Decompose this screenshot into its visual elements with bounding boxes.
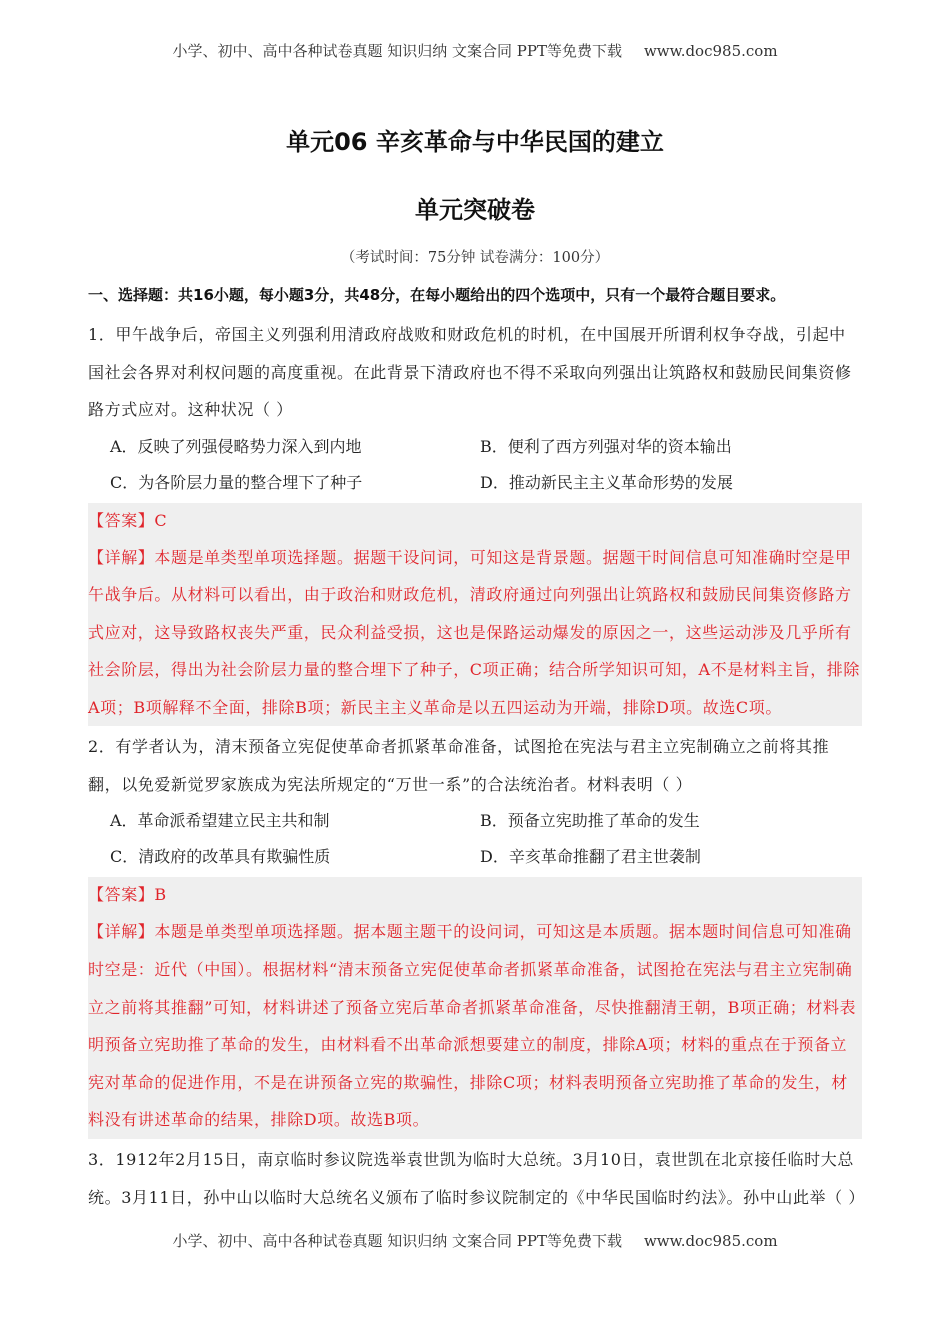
section-title: 一、选择题：共16小题，每小题3分，共48分，在每小题给出的四个选项中，只有一个最符合题目要求。 bbox=[88, 286, 786, 304]
footer-url[interactable]: www.doc985.com bbox=[643, 1232, 778, 1250]
document-title: 单元06 辛亥革命与中华民国的建立 bbox=[286, 128, 664, 156]
option-list bbox=[88, 803, 862, 875]
question-stem: 1．甲午战争后，帝国主义列强利用清政府战败和财政危机的时机，在中国展开所谓利权争夺战，引起中国社会各界对利权问题的高度重视。在此背景下清政府也不得不采取向列强出让筑路权和鼓励民间集资修路方式应对。这种状况（ ） bbox=[88, 325, 852, 419]
option-d: D．辛亥革命推翻了君主世袭制 bbox=[480, 847, 701, 867]
page-header bbox=[0, 40, 950, 61]
answer-value: B bbox=[154, 885, 167, 905]
question-2 bbox=[88, 728, 862, 1139]
explanation-text: 本题是单类型单项选择题。据题干设问词，可知这是背景题。据题干时间信息可知准确时空是甲午战争后。从材料可以看出，由于政治和财政危机，清政府通过向列强出让筑路权和鼓励民间集资修路方式应对，这导致路权丧失严重，民众利益受损，这也是保路运动爆发的原因之一，这些运动涉及几乎所有社会阶层，得出为社会阶层力量的整合埋下了种子，C项正确；结合所学知识可知，A不是材料主旨，排除A项；B项解释不全面，排除B项；新民主主义革命是以五四运动为开端，排除D项。故选C项。 bbox=[88, 547, 860, 717]
answer-block bbox=[88, 503, 862, 727]
option-b: B．便利了西方列强对华的资本输出 bbox=[480, 436, 732, 456]
question-3 bbox=[88, 1141, 866, 1216]
answer-line bbox=[88, 877, 862, 913]
option-d: D．推动新民主主义革命形势的发展 bbox=[480, 472, 733, 492]
option-a: A．革命派希望建立民主共和制 bbox=[110, 811, 330, 831]
page-footer bbox=[0, 1230, 950, 1251]
question-stem: 2．有学者认为，清末预备立宪促使革命者抓紧革命准备，试图抢在宪法与君主立宪制确立之前将其推翻，以免爱新觉罗家族成为宪法所规定的“万世一系”的合法统治者。材料表明（ ） bbox=[88, 737, 830, 794]
question-stem: 3．1912年2月15日，南京临时参议院选举袁世凯为临时大总统。3月10日，袁世凯在北京接任临时大总统。3月11日，孙中山以临时大总统名义颁布了临时参议院制定的《中华民国临时约法》。孙中山此举（ ） bbox=[88, 1150, 866, 1207]
header-banner: 小学、初中、高中各种试卷真题 知识归纳 文案合同 PPT等免费下载 bbox=[172, 42, 622, 60]
answer-block bbox=[88, 877, 862, 1139]
exam-content bbox=[88, 282, 866, 1216]
option-c: C．清政府的改革具有欺骗性质 bbox=[110, 847, 331, 867]
explanation bbox=[88, 539, 862, 727]
option-a: A．反映了列强侵略势力深入到内地 bbox=[110, 436, 362, 456]
detail-label: 【详解】 bbox=[88, 547, 155, 567]
exam-info: （考试时间：75分钟 试卷满分：100分） bbox=[340, 250, 610, 266]
explanation-text: 本题是单类型单项选择题。据本题主题干的设问词，可知这是本质题。据本题时间信息可知准确时空是：近代（中国）。根据材料“清末预备立宪促使革命者抓紧革命准备，试图抢在宪法与君主立宪制确立之前将其推翻”可知，材料讲述了预备立宪后革命者抓紧革命准备，尽快推翻清王朝，B项正确；材料表明预备立宪助推了革命的发生，由材料看不出革命派想要建立的制度，排除A项；材料的重点在于预备立宪对革命的促进作用，不是在讲预备立宪的欺骗性，排除C项；材料表明预备立宪助推了革命的发生，材料没有讲述革命的结果，排除D项。故选B项。 bbox=[88, 922, 857, 1130]
answer-value: C bbox=[154, 510, 168, 530]
header-url[interactable]: www.doc985.com bbox=[643, 42, 778, 60]
explanation bbox=[88, 913, 862, 1139]
detail-label: 【详解】 bbox=[88, 922, 155, 942]
option-c: C．为各阶层力量的整合埋下了种子 bbox=[110, 472, 363, 492]
answer-line bbox=[88, 503, 862, 539]
question-1 bbox=[88, 316, 862, 726]
option-b: B．预备立宪助推了革命的发生 bbox=[480, 811, 700, 831]
answer-label: 【答案】 bbox=[88, 885, 155, 905]
document-subtitle: 单元突破卷 bbox=[415, 196, 535, 224]
option-list bbox=[88, 429, 862, 501]
footer-banner: 小学、初中、高中各种试卷真题 知识归纳 文案合同 PPT等免费下载 bbox=[172, 1232, 622, 1250]
answer-label: 【答案】 bbox=[88, 510, 155, 530]
